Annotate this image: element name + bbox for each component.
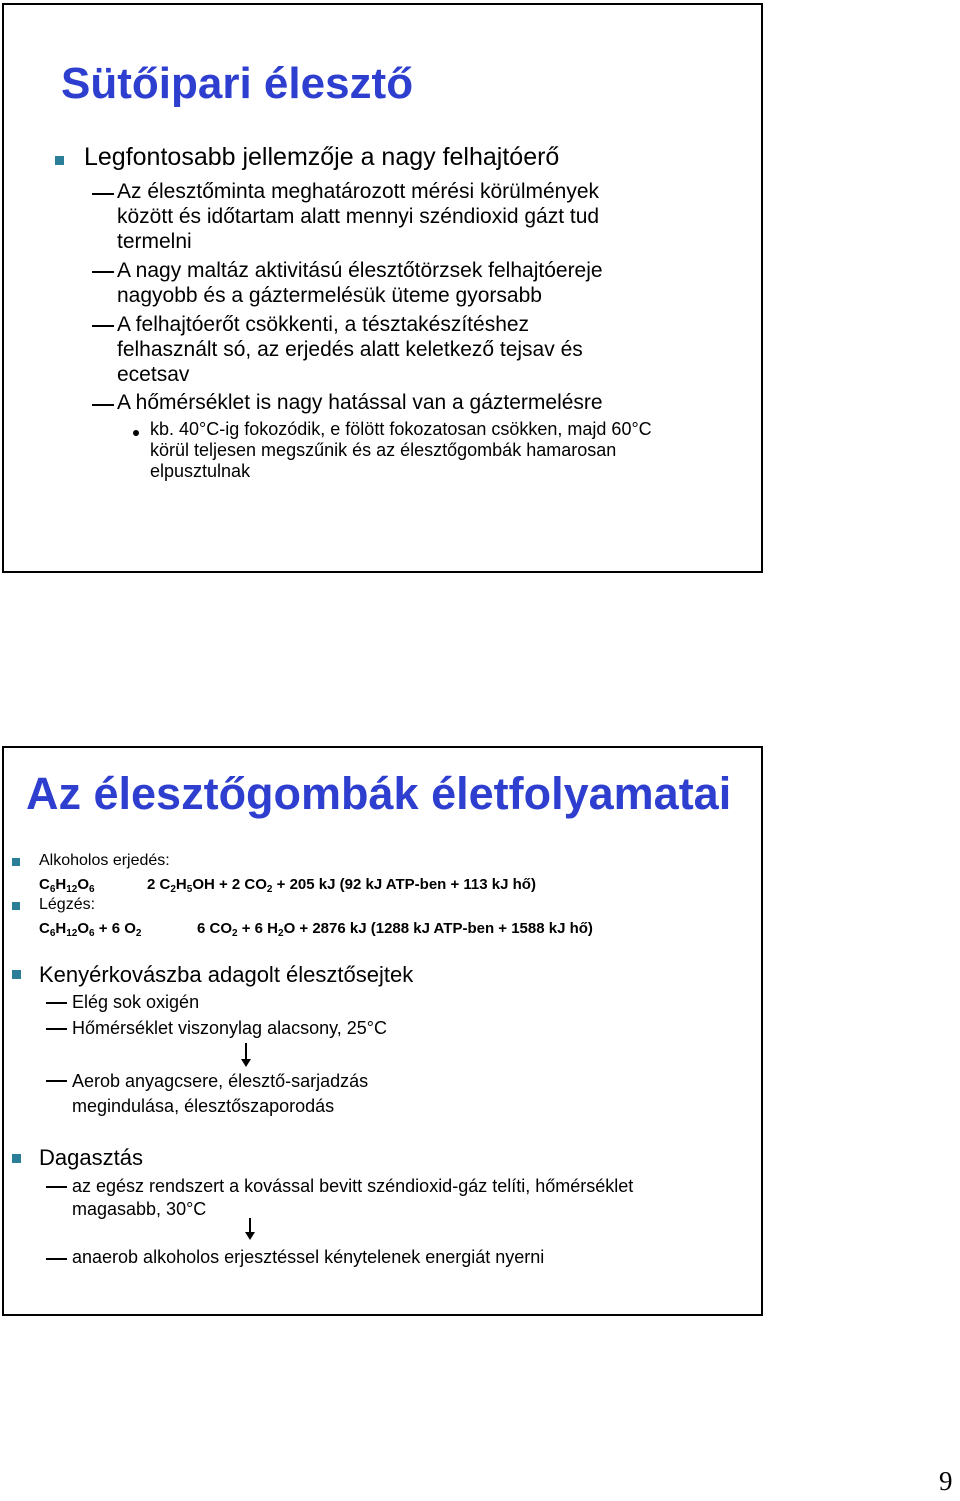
dash-item-text: az egész rendszert a kovással bevitt széndioxid-gáz telíti, hőmérséklet magasabb, 30°C xyxy=(72,1176,634,1219)
equation-fermentation-product: 2 $C_2H_5OH + 2$ $CO_2 + 205$ kJ (92 kJ ATP-ben + 113 kJ hő) xyxy=(147,876,536,895)
square-bullet-icon xyxy=(12,902,20,910)
square-bullet-icon xyxy=(12,858,20,866)
square-bullet-icon xyxy=(12,1154,21,1163)
equation-respiration-product: 6 $CO_2 + 6$ $H_2O + 2876$ kJ (1288 kJ ATP-ben + 1588 kJ hő) xyxy=(197,920,593,939)
dash-item-text: Hőmérséklet viszonylag alacsony, 25°C xyxy=(72,1018,387,1038)
square-bullet-icon xyxy=(55,156,64,165)
dash-icon xyxy=(46,1002,67,1004)
dash-item-text: anaerob alkoholos erjesztéssel kénytelenek energiát nyerni xyxy=(72,1247,545,1267)
dash-icon xyxy=(92,271,114,273)
equation-respiration-reactant: $C_6H_{12}O_6 + 6$ $O_2$ xyxy=(39,920,142,939)
slide-yeast-life-processes xyxy=(2,746,763,1316)
bullet-starter-yeast: Kenyérkovászba adagolt élesztősejtek xyxy=(39,962,414,987)
dash-icon xyxy=(92,404,114,406)
bullet-respiration: Légzés: xyxy=(39,896,96,913)
dash-item-text: A nagy maltáz aktivitású élesztőtörzsek felhajtóereje nagyobb és a gáztermelésük üteme gyorsabb xyxy=(117,259,603,307)
dash-icon xyxy=(46,1028,67,1030)
sub-bullet-text: kb. 40°C-ig fokozódik, e fölött fokozatosan csökken, majd 60°C körül teljesen megszűnik és az élesztőgombák hamarosan elpusztulnak xyxy=(150,419,652,481)
dash-icon xyxy=(92,193,114,195)
dash-item-text: Aerob anyagcsere, élesztő-sarjadzás megindulása, élesztőszaporodás xyxy=(72,1071,369,1116)
dash-icon xyxy=(46,1080,67,1082)
main-bullet-text: Legfontosabb jellemzője a nagy felhajtóerő xyxy=(84,143,560,171)
dash-icon xyxy=(46,1186,67,1188)
dash-icon xyxy=(46,1258,67,1260)
slide-title: Sütőipari élesztő xyxy=(61,59,414,108)
page-number: 9 xyxy=(939,1466,953,1496)
slide-title: Az élesztőgombák életfolyamatai xyxy=(26,768,732,819)
dash-item-text: A hőmérséklet is nagy hatással van a gáztermelésre xyxy=(117,391,603,414)
slide-baker-yeast xyxy=(2,3,763,573)
down-arrow-icon xyxy=(249,1218,251,1234)
round-bullet-icon xyxy=(133,430,139,436)
down-arrow-icon xyxy=(245,1043,247,1061)
dash-item-text: A felhajtóerőt csökkenti, a tésztakészítéshez felhasznált só, az erjedés alatt keletkező tejsav és ecetsav xyxy=(117,313,583,386)
bullet-kneading: Dagasztás xyxy=(39,1145,143,1170)
bullet-fermentation: Alkoholos erjedés: xyxy=(39,852,170,869)
dash-item-text: Az élesztőminta meghatározott mérési körülmények között és időtartam alatt mennyi széndioxid gázt tud termelni xyxy=(117,180,600,253)
dash-item-text: Elég sok oxigén xyxy=(72,992,200,1012)
square-bullet-icon xyxy=(12,970,21,979)
dash-icon xyxy=(92,325,114,327)
equation-fermentation-reactant: $C_6H_{12}O_6$ xyxy=(39,876,95,895)
